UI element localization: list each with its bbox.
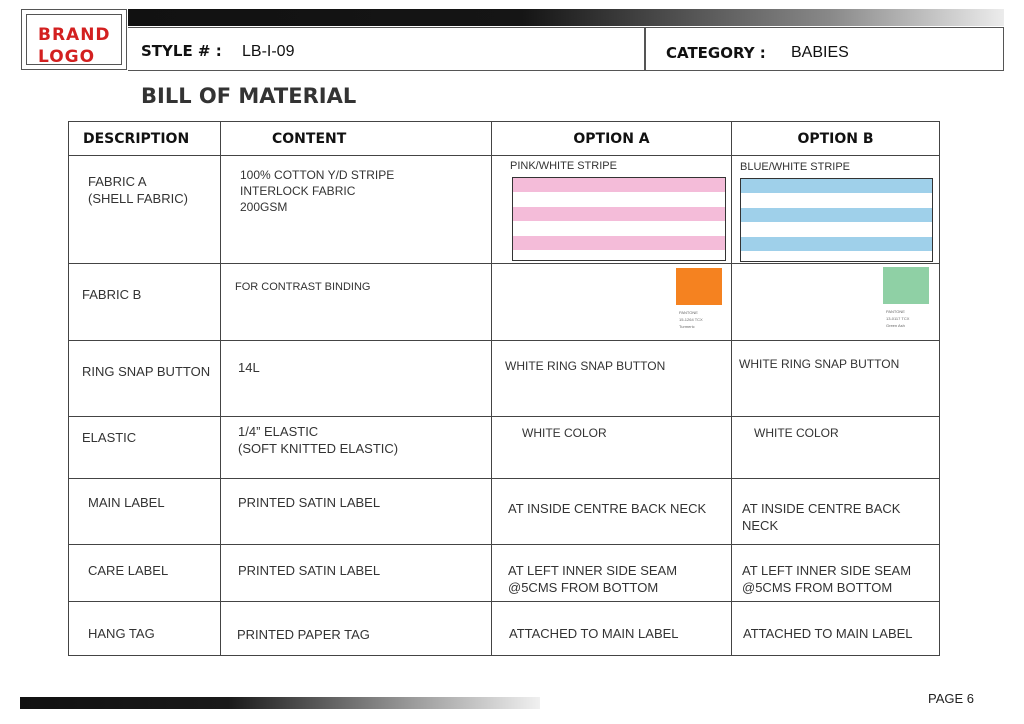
description-text: CARE LABEL (88, 563, 169, 578)
pantone-brand: PANTONE (679, 310, 698, 315)
header-option-b: OPTION B (732, 122, 940, 156)
option-a-text: ATTACHED TO MAIN LABEL (509, 626, 679, 641)
content-cell (221, 545, 492, 602)
content-cell (221, 479, 492, 545)
content-cell (221, 264, 492, 341)
content-cell (221, 156, 492, 264)
option-b-cell (732, 156, 940, 264)
table-row (69, 545, 940, 602)
table-row (69, 479, 940, 545)
pantone-card-orange (676, 268, 722, 335)
style-field (128, 27, 645, 71)
table-row (69, 602, 940, 656)
style-label: STYLE # : (141, 42, 222, 60)
option-b-text: AT LEFT INNER SIDE SEAM @5CMS FROM BOTTOM (742, 563, 912, 595)
option-a-cell (492, 156, 732, 264)
content-text: 100% COTTON Y/D STRIPE INTERLOCK FABRIC 200GSM (240, 168, 395, 214)
content-text: 1/4” ELASTIC (SOFT KNITTED ELASTIC) (238, 424, 399, 456)
table-row (69, 264, 940, 341)
option-a-text: AT LEFT INNER SIDE SEAM @5CMS FROM BOTTOM (508, 563, 678, 595)
option-a-label: PINK/WHITE STRIPE (510, 160, 617, 172)
description-cell (69, 156, 221, 264)
option-b-cell (732, 341, 940, 417)
logo-line-2: LOGO (38, 47, 96, 67)
option-b-label: BLUE/WHITE STRIPE (740, 161, 851, 173)
option-a-cell (492, 264, 732, 341)
option-b-text: WHITE RING SNAP BUTTON (739, 357, 900, 371)
option-b-text: WHITE COLOR (754, 426, 839, 440)
description-text: MAIN LABEL (88, 495, 165, 510)
option-b-cell (732, 264, 940, 341)
pantone-card-green (883, 267, 929, 334)
category-label: CATEGORY : (666, 44, 766, 62)
option-b-cell (732, 602, 940, 656)
table-row (69, 341, 940, 417)
bom-table (68, 121, 940, 656)
logo-text (38, 24, 111, 68)
content-text: PRINTED SATIN LABEL (238, 563, 381, 578)
pantone-info (679, 309, 703, 330)
description-cell (69, 264, 221, 341)
category-field (645, 27, 1004, 71)
option-a-cell (492, 545, 732, 602)
description-text: FABRIC A (SHELL FABRIC) (88, 174, 188, 206)
content-text: PRINTED SATIN LABEL (238, 495, 381, 510)
pantone-info (886, 308, 909, 329)
header-gradient-bar (128, 9, 1004, 26)
content-cell (221, 602, 492, 656)
page-number: PAGE 6 (928, 691, 975, 706)
orange-color-chip (676, 268, 722, 305)
option-a-cell (492, 602, 732, 656)
pantone-name: Green Ash (886, 323, 905, 328)
description-cell (69, 602, 221, 656)
option-a-cell (492, 479, 732, 545)
pantone-brand: PANTONE (886, 309, 905, 314)
pink-stripe-swatch (512, 177, 726, 261)
content-text: 14L (238, 360, 260, 375)
table-header-row (69, 122, 940, 156)
description-text: ELASTIC (82, 430, 137, 445)
brand-logo (21, 9, 127, 70)
content-text: FOR CONTRAST BINDING (235, 281, 371, 293)
pantone-code: 15-1264 TCX (679, 317, 703, 322)
content-text: PRINTED PAPER TAG (237, 627, 370, 642)
option-b-text: ATTACHED TO MAIN LABEL (743, 626, 913, 641)
table-row (69, 417, 940, 479)
style-value: LB-I-09 (242, 43, 295, 60)
content-cell (221, 417, 492, 479)
option-b-text: AT INSIDE CENTRE BACK NECK (742, 501, 901, 533)
option-a-text: WHITE COLOR (522, 426, 607, 440)
header-option-a: OPTION A (492, 122, 732, 156)
option-a-text: WHITE RING SNAP BUTTON (505, 359, 666, 373)
option-a-cell (492, 417, 732, 479)
option-a-cell (492, 341, 732, 417)
blue-stripe-swatch (740, 178, 933, 262)
description-cell (69, 479, 221, 545)
option-b-cell (732, 545, 940, 602)
description-cell (69, 341, 221, 417)
description-cell (69, 545, 221, 602)
description-text: HANG TAG (88, 626, 155, 641)
description-text: FABRIC B (82, 287, 142, 302)
content-cell (221, 341, 492, 417)
green-color-chip (883, 267, 929, 304)
description-text: RING SNAP BUTTON (82, 364, 211, 379)
option-a-text: AT INSIDE CENTRE BACK NECK (508, 501, 707, 516)
pantone-name: Turmeric (679, 324, 695, 329)
header-content: CONTENT (221, 122, 492, 156)
logo-line-1: BRAND (38, 25, 111, 45)
option-b-cell (732, 417, 940, 479)
footer-gradient-bar (20, 697, 540, 709)
table-row (69, 156, 940, 264)
description-cell (69, 417, 221, 479)
option-b-cell (732, 479, 940, 545)
header-description: DESCRIPTION (69, 122, 221, 156)
pantone-code: 13-0117 TCX (886, 316, 910, 321)
page-title: BILL OF MATERIAL (141, 84, 357, 108)
category-value: BABIES (791, 44, 849, 61)
